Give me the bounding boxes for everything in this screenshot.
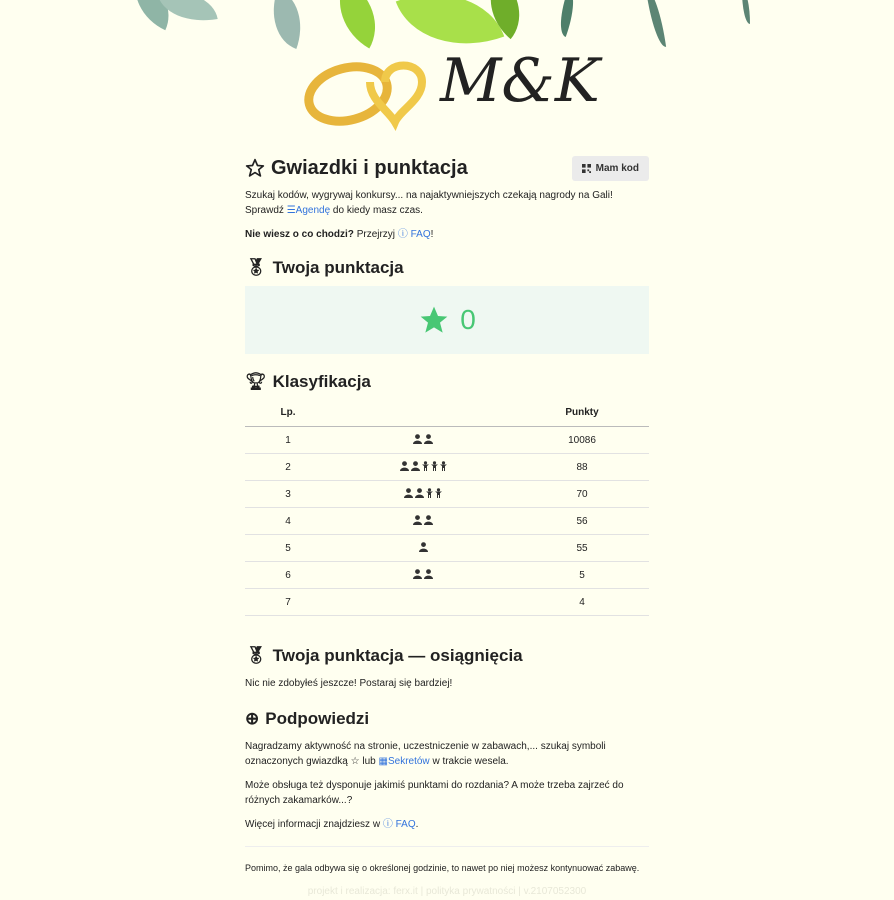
rank-position: 6 <box>245 562 331 589</box>
ranking-heading <box>245 372 649 392</box>
child-icon <box>440 461 447 471</box>
leaf-decoration <box>742 0 750 24</box>
user-icon <box>424 434 433 444</box>
rank-points: 55 <box>515 535 649 562</box>
rank-position: 7 <box>245 589 331 616</box>
rank-points: 5 <box>515 562 649 589</box>
table-row <box>245 535 649 562</box>
leaf-decoration <box>553 0 582 37</box>
hints-heading <box>245 709 649 729</box>
table-row <box>245 454 649 481</box>
achievements-heading-text: Twoja punktacja — osiągnięcia <box>272 646 523 665</box>
faq-note <box>245 227 649 242</box>
col-header-lp: Lp. <box>245 398 331 427</box>
faq-link-label: FAQ <box>410 229 431 240</box>
rank-position: 5 <box>245 535 331 562</box>
achievements-heading <box>245 646 649 666</box>
team-members <box>331 535 515 562</box>
footer-note: Pomimo, że gala odbywa się o określonej godzinie, to nawet po niej możesz kontynuować zabawę. <box>245 863 640 873</box>
question-circle-icon: ⓘ <box>397 229 408 240</box>
hints-text: w trakcie wesela. <box>432 756 509 767</box>
intro-text <box>245 188 649 218</box>
team-members <box>331 589 515 616</box>
have-code-button[interactable] <box>572 156 649 181</box>
page-title-text: Gwiazdki i punktacja <box>271 156 468 179</box>
score-box <box>245 286 649 354</box>
table-row <box>245 589 649 616</box>
user-icon <box>400 461 409 471</box>
faq-note-suffix: ! <box>430 229 434 240</box>
grid-icon: ▦ <box>378 756 388 767</box>
child-icon <box>422 461 429 471</box>
faq-note-bold: Nie wiesz o co chodzi? <box>245 229 354 240</box>
trophy-icon: 🏆︎ <box>245 372 267 391</box>
hints-text: Nagradzamy aktywność na stronie, uczestniczenie w zabawach,... szukaj symboli oznaczonych gwiazdką <box>245 741 606 767</box>
faq-note-text: Przejrzyj <box>356 229 396 240</box>
page-title <box>245 157 468 180</box>
user-icon <box>411 461 420 471</box>
team-members <box>331 508 515 535</box>
user-icon <box>419 542 428 552</box>
star-outline-icon: ☆ <box>350 756 360 767</box>
col-header-points: Punkty <box>515 398 649 427</box>
star-filled-icon <box>418 304 450 336</box>
team-members <box>331 562 515 589</box>
medal-icon: 🏅︎ <box>245 258 267 277</box>
hints-paragraph-3 <box>245 817 649 832</box>
footer-credits: projekt i realizacja: ferx.it | polityka prywatności | v.2107052300 <box>307 886 587 897</box>
qr-code-icon <box>582 164 591 173</box>
child-icon <box>426 488 433 498</box>
list-icon: ☰ <box>286 205 296 216</box>
achievements-text: Nic nie zdobyłeś jeszcze! Postaraj się bardziej! <box>245 678 453 689</box>
intro-text-part: do kiedy masz czas. <box>332 205 423 216</box>
table-row <box>245 508 649 535</box>
table-row <box>245 481 649 508</box>
user-icon <box>404 488 413 498</box>
monogram: M&K <box>440 46 600 116</box>
secrets-link[interactable] <box>379 756 430 767</box>
header-banner <box>0 0 894 140</box>
question-circle-icon: ⓘ <box>382 819 393 830</box>
rank-position: 4 <box>245 508 331 535</box>
faq-link-label: FAQ <box>395 819 416 830</box>
table-row <box>245 562 649 589</box>
have-code-label: Mam kod <box>595 162 639 174</box>
leaf-decoration <box>261 0 314 49</box>
page-header <box>245 148 649 188</box>
rank-points: 56 <box>515 508 649 535</box>
user-icon <box>424 569 433 579</box>
user-icon <box>413 434 422 444</box>
col-header-team <box>331 398 515 427</box>
agenda-link-label: Agendę <box>295 205 331 216</box>
rank-position: 1 <box>245 427 331 454</box>
secrets-link-label: Sekretów <box>387 756 430 767</box>
user-icon <box>413 569 422 579</box>
leaf-decoration <box>322 0 394 49</box>
medal-icon: 🏅︎ <box>245 646 267 665</box>
ranking-heading-text: Klasyfikacja <box>272 372 371 391</box>
hints-heading-text: Podpowiedzi <box>265 709 370 728</box>
ranking-header-row <box>245 398 649 427</box>
faq-link[interactable] <box>383 819 416 830</box>
score-value: 0 <box>460 304 476 335</box>
child-icon <box>435 488 442 498</box>
table-row <box>245 427 649 454</box>
team-members <box>331 481 515 508</box>
rank-points: 4 <box>515 589 649 616</box>
score-heading-text: Twoja punktacja <box>272 258 404 277</box>
rank-points: 70 <box>515 481 649 508</box>
hints-text: lub <box>362 756 376 767</box>
agenda-link[interactable] <box>287 205 330 216</box>
user-icon <box>413 515 422 525</box>
hints-paragraph-2: Może obsługa też dysponuje jakimiś punktami do rozdania? A może trzeba zajrzeć do różnych zakamarków...? <box>245 780 624 806</box>
wedding-rings-icon <box>300 52 435 132</box>
rank-points: 88 <box>515 454 649 481</box>
team-members <box>331 454 515 481</box>
leaf-decoration <box>646 0 666 49</box>
footer-divider <box>245 846 649 876</box>
intro-text-part: Szukaj kodów, wygrywaj konkursy... na najaktywniejszych czekają nagrody na Gali! Sprawdź <box>245 190 613 216</box>
ranking-table <box>245 398 649 616</box>
hints-text: Więcej informacji znajdziesz w <box>245 819 381 830</box>
hints-text: . <box>415 819 419 830</box>
rank-position: 3 <box>245 481 331 508</box>
rank-position: 2 <box>245 454 331 481</box>
rank-points: 10086 <box>515 427 649 454</box>
user-icon <box>424 515 433 525</box>
lifebuoy-icon: ⊕ <box>245 709 260 728</box>
faq-link[interactable] <box>398 229 431 240</box>
score-heading <box>245 258 649 278</box>
star-outline-icon <box>245 158 265 178</box>
hints-paragraph-1 <box>245 739 649 769</box>
user-icon <box>415 488 424 498</box>
child-icon <box>431 461 438 471</box>
main-content <box>245 148 649 876</box>
team-members <box>331 427 515 454</box>
